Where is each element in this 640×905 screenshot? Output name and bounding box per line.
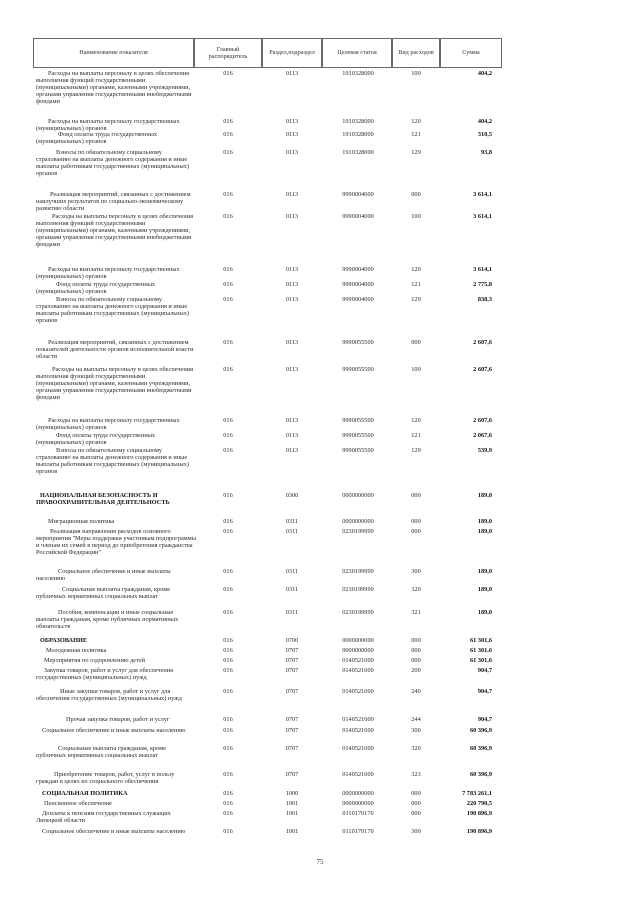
row-amount: 310,5 xyxy=(477,131,492,138)
row-grbs: 016 xyxy=(223,432,233,439)
row-article: 0140521000 xyxy=(342,657,374,664)
row-amount: 189,0 xyxy=(477,518,492,525)
row-expense-type: 120 xyxy=(411,118,421,125)
row-article: 9990055500 xyxy=(342,366,374,373)
row-article: 9990055500 xyxy=(342,417,374,424)
row-amount: 190 896,9 xyxy=(466,810,492,817)
row-amount: 3 614,1 xyxy=(473,213,492,220)
row-name: Фонд оплаты труда государственных (муниципальных) органов xyxy=(36,131,158,146)
row-name: Социальное обеспечение и иные выплаты населению xyxy=(36,568,171,583)
row-expense-type: 320 xyxy=(411,586,421,593)
row-name: Социальное обеспечение и иные выплаты населению xyxy=(42,727,186,734)
row-expense-type: 100 xyxy=(411,70,421,77)
row-grbs: 016 xyxy=(223,131,233,138)
row-name: НАЦИОНАЛЬНАЯ БЕЗОПАСНОСТЬ И ПРАВООХРАНИТЕЛЬНАЯ ДЕЯТЕЛЬНОСТЬ xyxy=(36,492,170,507)
row-expense-type: 000 xyxy=(411,339,421,346)
header-amount: Сумма xyxy=(440,38,502,68)
row-article: 9990004000 xyxy=(342,191,374,198)
row-expense-type: 323 xyxy=(411,771,421,778)
row-name: Молодежная политика xyxy=(46,647,107,654)
row-grbs: 016 xyxy=(223,667,233,674)
row-article: 1910328000 xyxy=(342,131,374,138)
row-grbs: 016 xyxy=(223,771,233,778)
row-expense-type: 100 xyxy=(411,213,421,220)
row-grbs: 016 xyxy=(223,518,233,525)
row-grbs: 016 xyxy=(223,118,233,125)
row-article: 0140521000 xyxy=(342,716,374,723)
row-amount: 60 396,9 xyxy=(469,727,492,734)
row-article: 9990004000 xyxy=(342,213,374,220)
row-expense-type: 100 xyxy=(411,366,421,373)
row-article: 9990004000 xyxy=(342,266,374,273)
row-name: Расходы на выплаты персоналу в целях обеспечения выполнения функций государственными (муниципальными) органами, казенными учреждениями, органами управления государственными внебюджетными фондами xyxy=(36,366,193,402)
row-grbs: 016 xyxy=(223,647,233,654)
row-amount: 2 607,6 xyxy=(473,339,492,346)
row-article: 0000000000 xyxy=(342,492,374,499)
row-section: 0707 xyxy=(285,688,299,695)
row-expense-type: 000 xyxy=(411,528,421,535)
row-amount: 7 783 261,1 xyxy=(462,790,492,797)
row-article: 0110170170 xyxy=(342,810,374,817)
row-name: Реализация направления расходов основного мероприятия "Меры поддержки участникам подпрограммы и членам их семей в период до приобретения гражданства Российской Федерации" xyxy=(36,528,196,557)
row-section: 0113 xyxy=(285,296,299,303)
row-amount: 3 614,1 xyxy=(473,191,492,198)
row-grbs: 016 xyxy=(223,213,233,220)
row-expense-type: 000 xyxy=(411,800,421,807)
row-amount: 2 067,6 xyxy=(473,432,492,439)
row-expense-type: 121 xyxy=(411,432,421,439)
row-name: Фонд оплаты труда государственных (муниципальных) органов xyxy=(36,432,156,447)
row-article: 0000000000 xyxy=(342,800,374,807)
row-article: 0140521000 xyxy=(342,688,374,695)
row-amount: 404,2 xyxy=(477,70,492,77)
row-section: 0113 xyxy=(285,213,299,220)
row-section: 0113 xyxy=(285,149,299,156)
row-section: 0113 xyxy=(285,118,299,125)
row-section: 0311 xyxy=(285,586,299,593)
row-section: 0113 xyxy=(285,432,299,439)
row-section: 0707 xyxy=(285,647,299,654)
row-section: 0700 xyxy=(285,637,299,644)
row-name: Миграционная политика xyxy=(48,518,115,525)
row-name: Взносы по обязательному социальному страхованию на выплаты денежного содержания и иные выплаты работникам государственных (муниципальных) органов xyxy=(36,447,190,476)
row-amount: 3 614,1 xyxy=(473,266,492,273)
row-grbs: 016 xyxy=(223,727,233,734)
row-name: Прочая закупка товаров, работ и услуг xyxy=(66,716,170,723)
row-name: Фонд оплаты труда государственных (муниципальных) органов xyxy=(36,281,156,296)
row-expense-type: 000 xyxy=(411,191,421,198)
row-section: 0311 xyxy=(285,609,299,616)
row-grbs: 016 xyxy=(223,149,233,156)
row-amount: 93,8 xyxy=(480,149,492,156)
row-article: 9990055500 xyxy=(342,447,374,454)
header-article: Целевая статья xyxy=(322,38,392,68)
row-amount: 220 790,5 xyxy=(466,800,492,807)
row-article: 0140521000 xyxy=(342,727,374,734)
row-grbs: 016 xyxy=(223,266,233,273)
row-section: 0113 xyxy=(285,266,299,273)
row-grbs: 016 xyxy=(223,637,233,644)
row-section: 0707 xyxy=(285,727,299,734)
row-name: Социальное обеспечение и иные выплаты населению xyxy=(42,828,186,835)
row-expense-type: 000 xyxy=(411,657,421,664)
row-grbs: 016 xyxy=(223,417,233,424)
row-grbs: 016 xyxy=(223,609,233,616)
row-name: Приобретение товаров, работ, услуг в пользу граждан в целях их социального обеспечения xyxy=(36,771,175,786)
row-name: Иные закупки товаров, работ и услуг для обеспечения государственных (муниципальных) нужд xyxy=(36,688,182,703)
row-grbs: 016 xyxy=(223,657,233,664)
row-article: 9990004000 xyxy=(342,296,374,303)
row-section: 1001 xyxy=(285,800,299,807)
row-section: 0707 xyxy=(285,657,299,664)
row-section: 0113 xyxy=(285,191,299,198)
row-grbs: 016 xyxy=(223,339,233,346)
row-grbs: 016 xyxy=(223,447,233,454)
row-name: Мероприятия по оздоровлению детей xyxy=(44,657,146,664)
row-amount: 61 301,6 xyxy=(469,647,492,654)
row-expense-type: 321 xyxy=(411,609,421,616)
row-name: СОЦИАЛЬНАЯ ПОЛИТИКА xyxy=(42,790,128,797)
row-article: 0230199999 xyxy=(342,586,374,593)
row-article: 0000000000 xyxy=(342,637,374,644)
row-amount: 904,7 xyxy=(477,688,492,695)
row-amount: 904,7 xyxy=(477,667,492,674)
row-article: 1910328000 xyxy=(342,118,374,125)
row-article: 0230199999 xyxy=(342,568,374,575)
row-amount: 61 301,6 xyxy=(469,657,492,664)
row-amount: 189,0 xyxy=(477,528,492,535)
row-grbs: 016 xyxy=(223,528,233,535)
row-article: 0140521000 xyxy=(342,771,374,778)
row-name: Социальные выплаты гражданам, кроме публичных нормативных социальных выплат xyxy=(36,745,167,760)
row-section: 1000 xyxy=(285,790,299,797)
row-amount: 189,0 xyxy=(477,492,492,499)
row-grbs: 016 xyxy=(223,296,233,303)
row-section: 0311 xyxy=(285,568,299,575)
row-grbs: 016 xyxy=(223,688,233,695)
row-article: 9990055500 xyxy=(342,339,374,346)
row-expense-type: 240 xyxy=(411,688,421,695)
row-article: 0000000000 xyxy=(342,518,374,525)
row-expense-type: 000 xyxy=(411,647,421,654)
row-name: Взносы по обязательному социальному страхованию на выплаты денежного содержания и иные выплаты работникам государственных (муниципальных) органов xyxy=(36,296,190,325)
row-name: Реализация мероприятий, связанных с достижением наилучших результатов по социально-экономическому развитию области xyxy=(36,191,191,213)
row-name: Закупка товаров, работ и услуг для обеспечения государственных (муниципальных) нужд xyxy=(36,667,174,682)
row-grbs: 016 xyxy=(223,810,233,817)
row-grbs: 016 xyxy=(223,716,233,723)
row-section: 1001 xyxy=(285,810,299,817)
row-article: 1910328000 xyxy=(342,149,374,156)
row-expense-type: 300 xyxy=(411,727,421,734)
row-article: 0000000000 xyxy=(342,647,374,654)
row-expense-type: 120 xyxy=(411,266,421,273)
header-expense-type: Вид расходов xyxy=(392,38,440,68)
row-grbs: 016 xyxy=(223,586,233,593)
row-expense-type: 000 xyxy=(411,518,421,525)
row-name: Расходы на выплаты персоналу государственных (муниципальных) органов xyxy=(36,417,180,432)
row-amount: 60 396,9 xyxy=(469,771,492,778)
row-section: 1001 xyxy=(285,828,299,835)
row-expense-type: 000 xyxy=(411,810,421,817)
row-amount: 2 775,8 xyxy=(473,281,492,288)
row-expense-type: 200 xyxy=(411,667,421,674)
row-name: Пособия, компенсации и иные социальные выплаты гражданам, кроме публичных нормативных обязательств xyxy=(36,609,179,631)
header-name: Наименование показателя xyxy=(33,38,194,68)
row-expense-type: 000 xyxy=(411,637,421,644)
row-amount: 904,7 xyxy=(477,716,492,723)
row-expense-type: 244 xyxy=(411,716,421,723)
row-name: Расходы на выплаты персоналу государственных (муниципальных) органов xyxy=(36,118,180,133)
row-expense-type: 000 xyxy=(411,790,421,797)
row-section: 0311 xyxy=(285,528,299,535)
row-article: 9990004000 xyxy=(342,281,374,288)
row-amount: 189,0 xyxy=(477,586,492,593)
row-section: 0311 xyxy=(285,518,299,525)
row-expense-type: 300 xyxy=(411,568,421,575)
row-section: 0113 xyxy=(285,281,299,288)
row-grbs: 016 xyxy=(223,70,233,77)
row-name: Пенсионное обеспечение xyxy=(44,800,112,807)
row-grbs: 016 xyxy=(223,828,233,835)
row-grbs: 016 xyxy=(223,281,233,288)
row-name: ОБРАЗОВАНИЕ xyxy=(40,637,88,644)
row-article: 9990055500 xyxy=(342,432,374,439)
row-name: Социальные выплаты гражданам, кроме публичных нормативных социальных выплат xyxy=(36,586,171,601)
row-name: Взносы по обязательному социальному страхованию на выплаты денежного содержания и иные выплаты работникам государственных (муниципальных) органов xyxy=(36,149,190,178)
row-article: 0230199999 xyxy=(342,609,374,616)
row-section: 0707 xyxy=(285,667,299,674)
row-grbs: 016 xyxy=(223,790,233,797)
row-expense-type: 129 xyxy=(411,149,421,156)
header-grbs: Главный распорядитель xyxy=(194,38,262,68)
row-amount: 404,2 xyxy=(477,118,492,125)
row-section: 0707 xyxy=(285,771,299,778)
row-name: Расходы на выплаты персоналу в целях обеспечения выполнения функций государственными (муниципальными) органами, казенными учреждениями, органами управления государственными внебюджетными фондами xyxy=(36,213,193,249)
row-name: Реализация мероприятий, связанных с достижением показателей деятельности органов исполнительной власти области xyxy=(36,339,194,361)
page-number: 75 xyxy=(316,858,324,866)
row-section: 0300 xyxy=(285,492,299,499)
row-section: 0707 xyxy=(285,716,299,723)
row-grbs: 016 xyxy=(223,492,233,499)
row-grbs: 016 xyxy=(223,568,233,575)
row-name: Расходы на выплаты персоналу государственных (муниципальных) органов xyxy=(36,266,180,281)
row-section: 0113 xyxy=(285,447,299,454)
row-expense-type: 129 xyxy=(411,447,421,454)
row-section: 0113 xyxy=(285,417,299,424)
row-article: 0000000000 xyxy=(342,790,374,797)
row-amount: 189,0 xyxy=(477,609,492,616)
row-expense-type: 129 xyxy=(411,296,421,303)
row-section: 0113 xyxy=(285,70,299,77)
row-article: 0140521000 xyxy=(342,667,374,674)
row-amount: 60 396,9 xyxy=(469,745,492,752)
row-amount: 190 896,9 xyxy=(466,828,492,835)
row-grbs: 016 xyxy=(223,191,233,198)
row-article: 0230199999 xyxy=(342,528,374,535)
row-expense-type: 120 xyxy=(411,417,421,424)
row-expense-type: 000 xyxy=(411,492,421,499)
row-name: Расходы на выплаты персоналу в целях обеспечения выполнения функций государственными (муниципальными) органами, казенными учреждениями, органами управления государственными внебюджетными фондами xyxy=(36,70,192,106)
row-amount: 61 301,6 xyxy=(469,637,492,644)
row-expense-type: 121 xyxy=(411,281,421,288)
row-expense-type: 121 xyxy=(411,131,421,138)
row-amount: 838,3 xyxy=(477,296,492,303)
row-expense-type: 320 xyxy=(411,745,421,752)
row-amount: 189,0 xyxy=(477,568,492,575)
row-section: 0113 xyxy=(285,131,299,138)
row-grbs: 016 xyxy=(223,366,233,373)
row-amount: 539,9 xyxy=(477,447,492,454)
row-article: 1910328000 xyxy=(342,70,374,77)
row-article: 0140521000 xyxy=(342,745,374,752)
row-article: 0110170170 xyxy=(342,828,374,835)
row-section: 0113 xyxy=(285,339,299,346)
row-expense-type: 300 xyxy=(411,828,421,835)
row-grbs: 016 xyxy=(223,800,233,807)
row-section: 0113 xyxy=(285,366,299,373)
row-amount: 2 607,6 xyxy=(473,417,492,424)
row-name: Доплаты к пенсиям государственных служащих Липецкой области xyxy=(36,810,171,825)
row-section: 0707 xyxy=(285,745,299,752)
row-grbs: 016 xyxy=(223,745,233,752)
header-section: Раздел,подраздел xyxy=(262,38,322,68)
row-amount: 2 607,6 xyxy=(473,366,492,373)
